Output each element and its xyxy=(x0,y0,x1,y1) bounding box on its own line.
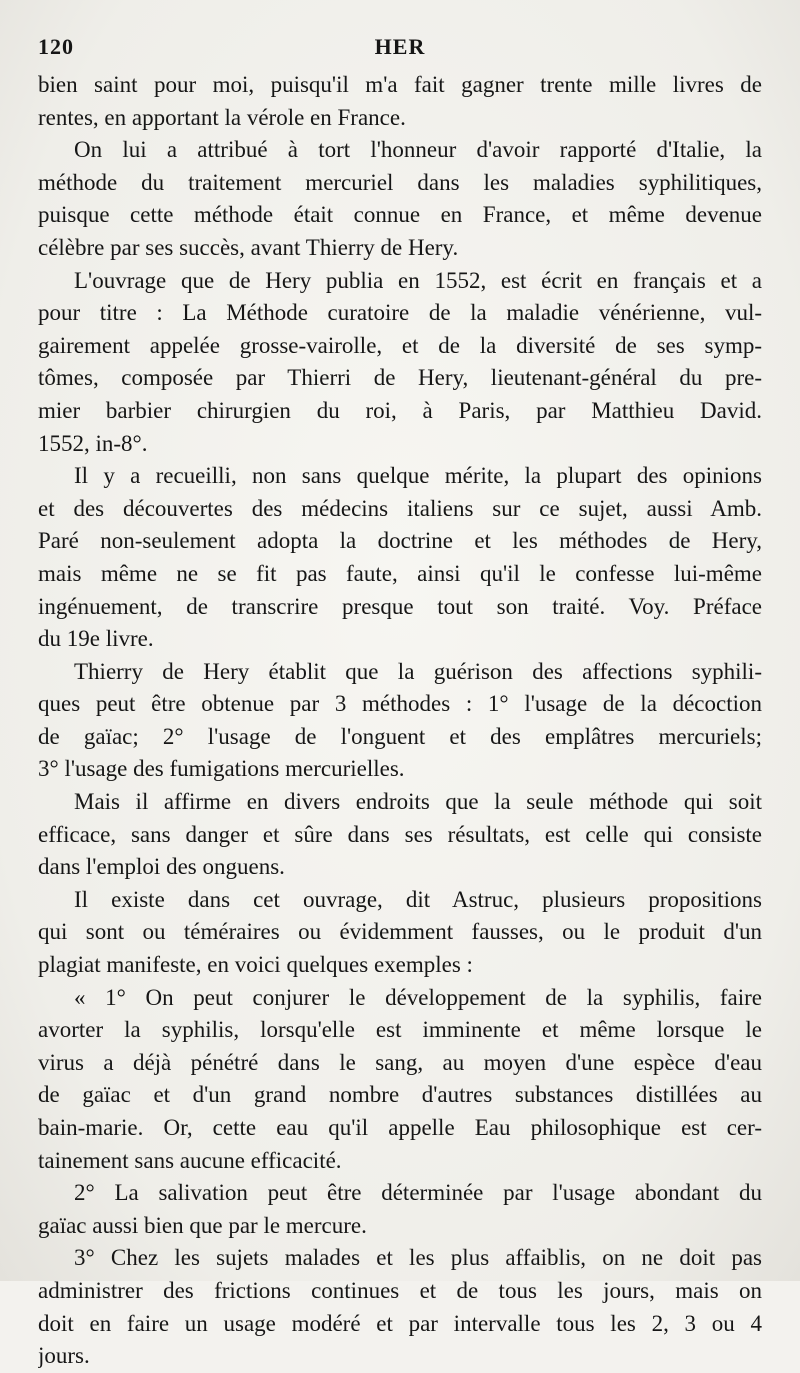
text-line: plagiat manifeste, en voici quelques exemples : xyxy=(38,952,473,978)
text-line: de gaïac et d'un grand nombre d'autres substances distillées au xyxy=(38,1082,762,1108)
text-line: tainement sans aucune efficacité. xyxy=(38,1147,342,1173)
paragraph xyxy=(38,134,762,264)
paragraph xyxy=(38,884,762,982)
text-line: de gaïac; 2° l'usage de l'onguent et des emplâtres mercuriels; xyxy=(38,723,762,749)
text-line: mais même ne se fit pas faute, ainsi qu'il le confesse lui-même xyxy=(38,560,762,586)
text-line: ques peut être obtenue par 3 méthodes : 1° l'usage de la décoction xyxy=(38,691,762,717)
running-head: HER xyxy=(374,34,426,59)
page-number: 120 xyxy=(38,34,74,59)
paragraph xyxy=(38,1177,762,1242)
text-line: mier barbier chirurgien du roi, à Paris, par Matthieu David. xyxy=(38,397,762,423)
text-line: célèbre par ses succès, avant Thierry de Hery. xyxy=(38,234,459,260)
paragraph xyxy=(38,1242,762,1372)
text-line: et des découvertes des médecins italiens sur ce sujet, aussi Amb. xyxy=(38,495,762,521)
text-line: tômes, composée par Thierri de Hery, lieutenant-général du pre- xyxy=(38,365,762,391)
text-line: efficace, sans danger et sûre dans ses résultats, est celle qui consiste xyxy=(38,821,762,847)
text-line: du 19e livre. xyxy=(38,626,154,652)
text-line: avorter la syphilis, lorsqu'elle est imminente et même lorsque le xyxy=(38,1017,762,1043)
text-line: administrer des frictions continues et de tous les jours, mais on xyxy=(38,1277,762,1303)
text-line: 1552, in-8°. xyxy=(38,430,148,456)
paragraph xyxy=(38,786,762,884)
paragraph xyxy=(38,656,762,786)
text-line: rentes, en apportant la vérole en France. xyxy=(38,104,406,130)
paragraph xyxy=(38,460,762,656)
text-line: On lui a attribué à tort l'honneur d'avoir rapporté d'Italie, la xyxy=(74,137,762,163)
paragraph xyxy=(38,265,762,461)
text-line: « 1° On peut conjurer le développement de la syphilis, faire xyxy=(74,984,762,1010)
text-line: puisque cette méthode était connue en France, et même devenue xyxy=(38,202,762,228)
text-line: Paré non-seulement adopta la doctrine et les méthodes de Hery, xyxy=(38,528,762,554)
text-line: Mais il affirme en divers endroits que la seule méthode qui soit xyxy=(74,789,762,815)
text-line: Thierry de Hery établit que la guérison des affections syphili- xyxy=(74,658,762,684)
text-line: bain-marie. Or, cette eau qu'il appelle Eau philosophique est cer- xyxy=(38,1115,762,1140)
text-line: Il y a recueilli, non sans quelque mérite, la plupart des opinions xyxy=(74,463,762,489)
text-line: bien saint pour moi, puisqu'il m'a fait gagner trente mille livres de xyxy=(38,72,762,97)
text-line: méthode du traitement mercuriel dans les maladies syphilitiques, xyxy=(38,169,762,195)
text-line: gaïac aussi bien que par le mercure. xyxy=(38,1212,367,1238)
text-line: 3° Chez les sujets malades et les plus affaiblis, on ne doit pas xyxy=(74,1245,762,1271)
text-line: 2° La salivation peut être déterminée par l'usage abondant du xyxy=(74,1180,762,1206)
text-line: Il existe dans cet ouvrage, dit Astruc, plusieurs propositions xyxy=(74,886,762,912)
text-line: gairement appelée grosse-vairolle, et de la diversité de ses symp- xyxy=(38,332,762,358)
text-line: pour titre : La Méthode curatoire de la maladie vénérienne, vul- xyxy=(38,300,762,326)
text-line: dans l'emploi des onguens. xyxy=(38,854,285,880)
paragraph xyxy=(38,69,762,134)
text-line: 3° l'usage des fumigations mercurielles. xyxy=(38,756,405,782)
text-line: jours. xyxy=(38,1343,90,1369)
text-line: doit en faire un usage modéré et par intervalle tous les 2, 3 ou 4 xyxy=(38,1310,762,1336)
page-header xyxy=(38,34,762,66)
text-line: ingénuement, de transcrire presque tout son traité. Voy. Préface xyxy=(38,593,762,619)
text-line: L'ouvrage que de Hery publia en 1552, est écrit en français et a xyxy=(74,267,762,293)
body-text xyxy=(38,69,762,1373)
paragraph xyxy=(38,982,762,1178)
text-line: virus a déjà pénétré dans le sang, au moyen d'une espèce d'eau xyxy=(38,1049,762,1075)
text-line: qui sont ou téméraires ou évidemment fausses, ou le produit d'un xyxy=(38,919,762,945)
